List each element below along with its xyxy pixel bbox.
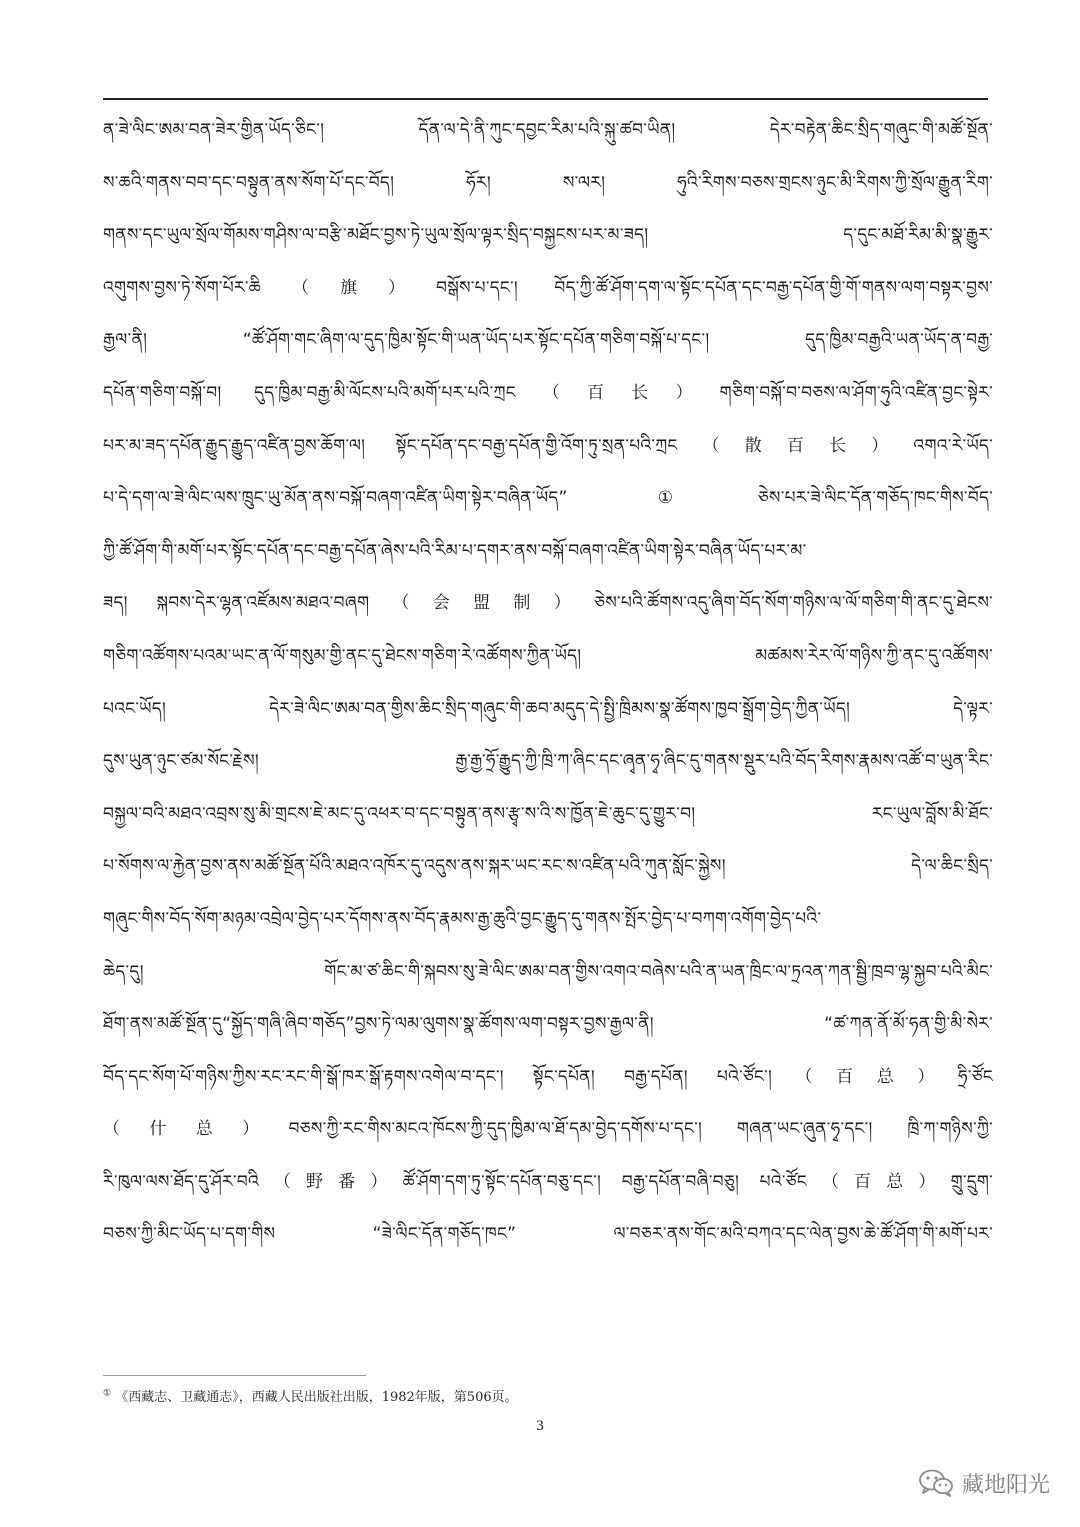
text-line-13: དུས་ཡུན་ཉུང་ཙམ་སོང་རྗེས། རྒྱ་རྒྱ་ཧྲོ་རྒྱུད་ཀྱི་ཁྲི་ཀ་ཞིང་དང་ཞྭན་ཧྭ་ཞིང་དུ་གནས་སྡུར་པའི་བོད་རིགས་རྣམས་འཚོ་བ་ཡུན་རིང་: [103, 751, 993, 772]
text-line-5: རྒྱལ་ནི། “ཚོ་ཤོག་གང་ཞིག་ལ་དུད་ཁྱིམ་སྟོང་གི་ཡན་ཡོད་པར་སྟོང་དཔོན་གཅིག་བསྐོ་པ་དང་། དུད་ཁྱིམ་བརྒྱའི་ཡན་ཡོད་ན་བརྒྱ་: [103, 330, 993, 351]
footnote-marker: ①: [103, 1388, 112, 1399]
text-line-19: བོད་དང་སོག་པོ་གཉིས་ཀྱིས་རང་རང་གི་སྒོ་ཁར་སྒོ་རྟགས་འགེལ་བ་དང་། སྟོང་དཔོན། བརྒྱ་དཔོན། པའེ་ཙོང་།（百总）ཧྲི་ཙོང: [103, 1066, 993, 1087]
text-line-15: པ་སོགས་ལ་རྐྱེན་བྱས་ནས་མཚོ་སྔོན་པོའི་མཐའ་འཁོར་དུ་འདུས་ནས་སྐར་ཡང་རང་ས་འཛིན་པའི་ཀུན་སློང་སྐྱེས། དེ་ལ་ཆིང་སྲིད་: [103, 856, 993, 877]
watermark-text: 藏地阳光: [961, 1472, 1050, 1498]
text-line-12: པའང་ཡོད། དེར་ཟེ་ལིང་ཨམ་བན་གྱིས་ཆིང་སྲིད་གཞུང་གི་ཆབ་མདུད་དེ་སྤྱི་ཁྲིམས་སྣ་ཚོགས་ཁྱབ་སྒྲོག་བྱེད་ཀྱིན་ཡོད། དེ་ལྟར་: [103, 698, 993, 719]
wechat-icon: [918, 1469, 954, 1497]
page-number: 3: [536, 1418, 544, 1434]
text-line-2: ས་ཆའི་གནས་བབ་དང་བསྟུན་ནས་སོག་པོ་དང་བོད། ཧོར། ས་ལར། ཧུའི་རིགས་བཅས་གྲངས་ཉུང་མི་རིགས་ཀྱི་སྲོལ་རྒྱུན་རིག་: [103, 172, 993, 193]
text-line-10: ཟད། སྐབས་དེར་ལྷན་འཛོམས་མཐའ་བཞག（会盟制）ཅེས་པའི་ཚོགས་འདུ་ཞིག་བོད་སོག་གཉིས་ལ་ལོ་གཅིག་གི་ནང་དུ་ཐེངས་: [103, 593, 993, 614]
text-line-9: ཀྱི་ཚོ་ཤོག་གི་མགོ་པར་སྟོང་དཔོན་དང་བརྒྱ་དཔོན་ཞེས་པའི་རིམ་པ་དགར་ནས་བསྐོ་བཞག་འཛིན་ཡིག་སྟེར་བཞིན་ཡོད་པར་མ་: [103, 540, 807, 561]
footnote-rule: [103, 1375, 366, 1376]
footnote: [103, 1386, 983, 1405]
text-line-16: གཞུང་གིས་བོད་སོག་མཉམ་འབྲེལ་བྱེད་པར་དོགས་ནས་བོད་རྣམས་རྒྱ་ཆུའི་བྱང་རྒྱུད་དུ་གནས་སྤོར་བྱེད་པ་བཀག་འགོག་བྱེད་པའི་: [103, 908, 822, 929]
text-line-14: བསྐྱལ་བའི་མཐའ་འབྲས་སུ་མི་གྲངས་ཇེ་མང་དུ་འཕར་བ་དང་བསྟུན་ནས་རྩྭ་ས་འི་ས་ཁྱོན་ཇེ་ཆུང་དུ་གྱུར་བ། རང་ཡུལ་བློས་མི་ཐོང་: [103, 803, 993, 824]
header-rule: [103, 98, 988, 100]
text-line-1: ན་ཟེ་ལིང་ཨམ་བན་ཟེར་གྱིན་ཡོད་ཅིང་། དོན་ལ་དེ་ནི་ཀུང་དབྱང་རིམ་པའི་སྐུ་ཚབ་ཡིན། དེར་བརྟེན་ཆིང་སྲིད་གཞུང་གི་མཚོ་སྔོན་: [103, 120, 993, 140]
body-text: [103, 104, 993, 1314]
text-line-22: བཅས་ཀྱི་མིང་ཡོད་པ་དག་གིས “ཟེ་ལིང་དོན་གཅོད་ཁང” ལ་བཅར་ནས་གོང་མའི་བཀའ་དང་ལེན་བྱས་ཆེ་ཚོ་ཤོག་གི་མགོ་པར་: [103, 1224, 993, 1245]
text-line-8: པ་དེ་དག་ལ་ཟེ་ལིང་ལས་ཁྲུང་ཡུ་མོན་ནས་བསྐོ་བཞག་འཛིན་ཡིག་སྟེར་བཞིན་ཡོད” ①ཅེས་པར་ཟེ་ལིང་དོན་གཅོད་ཁང་གིས་བོད་: [103, 488, 993, 509]
text-line-20: （什总）བཅས་ཀྱི་རང་གིས་མངའ་ཁོངས་ཀྱི་དུད་ཁྱིམ་ལ་ཐོ་དམ་བྱེད་དགོས་པ་དང་། གཞན་ཡང་ཞུན་ཧྭ་དང་། ཁྲི་ཀ་གཉིས་ཀྱི་: [103, 1119, 993, 1140]
text-line-18: ཐོག་ནས་མཚོ་སྔོན་དུ“སྐྱོད་གཞི་ཞིབ་གཅོད”བྱས་ཏེ་ལམ་ལུགས་སྣ་ཚོགས་ལག་བསྟར་བྱས་རྒྱལ་ནི། “ཚ་ཀན་ནོ་མོ་ཧན་གྱི་མི་སེར་: [103, 1014, 993, 1035]
footnote-text: 《西藏志、卫藏通志》，西藏人民出版社出版，1982年版，第506页。: [115, 1390, 518, 1405]
text-line-6: དཔོན་གཅིག་བསྐོ་བ། དུད་ཁྱིམ་བརྒྱ་མི་ལོངས་པའི་མགོ་པར་པའི་ཀྲང（百长）གཅིག་བསྐོ་བ་བཅས་ལ་ཤོག་ཧུའི་འཛིན་བྱང་སྟེར་: [103, 382, 993, 403]
text-line-4: འགུགས་བྱས་ཏེ་སོག་པོར་ཆི（旗）བསྒོས་པ་དང་། བོད་ཀྱི་ཚོ་ཤོག་དག་ལ་སྟོང་དཔོན་དང་བརྒྱ་དཔོན་གྱི་གོ་གནས་ལག་བསྟར་བྱས་: [103, 277, 993, 298]
text-line-11: གཅིག་འཚོགས་པའམ་ཡང་ན་ལོ་གསུམ་གྱི་ནང་དུ་ཐེངས་གཅིག་རེ་འཚོགས་ཀྱིན་ཡོད། མཚམས་རེར་ལོ་གཉིས་ཀྱི་ནང་དུ་འཚོགས་: [103, 645, 993, 666]
text-line-3: གནས་དང་ཡུལ་སྲོལ་གོམས་གཤིས་ལ་བརྩི་མཐོང་བྱས་ཏེ་ཡུལ་སྲོལ་ལྟར་སྲིད་བསྐྱངས་པར་མ་ཟད། ད་དུང་མཐོ་རིམ་མི་སྣ་རྒྱུར་: [103, 225, 993, 246]
text-line-21: རི་ཁུལ་ལས་ཐོད་དུ་ཤོར་བའི（野番）ཚོ་ཤོག་དག་ཏུ་སྟོང་དཔོན་བཅུ་དང་། བརྒྱ་དཔོན་བཞི་བཅུ། པའེ་ཙོང（百总）གྲུ་དྲུག་: [103, 1171, 993, 1192]
text-line-23: [103, 1261, 993, 1314]
text-line-17: ཆེད་དུ། གོང་མ་ཙ་ཆིང་གི་སྐབས་སུ་ཟེ་ལིང་ཨམ་བན་གྱིས་འགའ་བཞེས་པའི་ན་ཡན་ཁྲིང་ལ་ཏྲའན་ཀན་སྦྱི་ཁྲབ་ལྷ་སྐྱབ་པའི་མིང་: [103, 961, 993, 982]
text-line-7: པར་མ་ཟད་དཔོན་རྒྱུད་རྒྱུད་འཛིན་བྱས་ཆོག་ལ། སྟོང་དཔོན་དང་བརྒྱ་དཔོན་གྱི་འོག་ཏུ་སྲན་པའི་ཀྲང（散百长）འགའ་རེ་ཡོད་: [103, 435, 993, 456]
watermark: [918, 1467, 1050, 1499]
